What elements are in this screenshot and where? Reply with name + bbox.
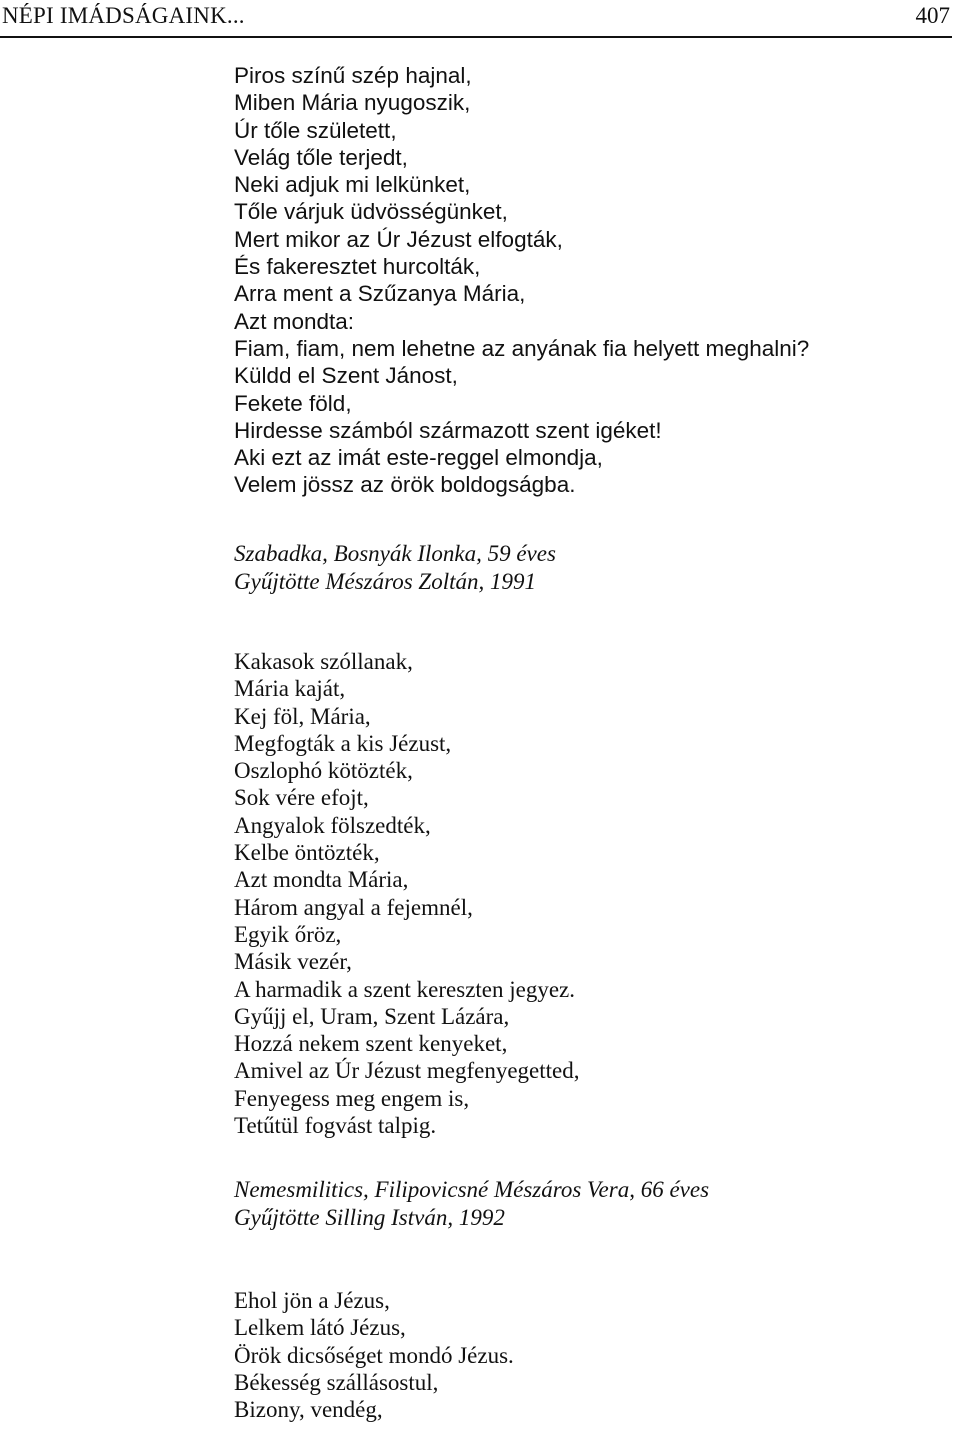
- verse-line: Mária kaját,: [234, 676, 346, 702]
- verse-line: Gyűjj el, Uram, Szent Lázára,: [234, 1003, 510, 1029]
- verse-line: Fekete föld,: [234, 390, 352, 416]
- verse-line: Velem jössz az örök boldogságba.: [234, 472, 576, 498]
- verse-line: Bizony, vendég,: [234, 1397, 383, 1423]
- verse-line: Fiam, fiam, nem lehetne az anyának fia helyett meghalni?: [234, 335, 810, 361]
- page-number: 407: [915, 3, 950, 28]
- prayer-2-source: [234, 1176, 709, 1231]
- verse-line: Hozzá nekem szent kenyeket,: [234, 1031, 508, 1057]
- verse-line: Velág tőle terjedt,: [234, 144, 408, 170]
- verse-line: Neki adjuk mi lelkünket,: [234, 172, 471, 198]
- verse-line: Kej föl, Mária,: [234, 703, 371, 729]
- source-place-informant: Nemesmilitics, Filipovicsné Mészáros Vera, 66 éves: [234, 1177, 710, 1202]
- prayer-1-text: [234, 62, 809, 499]
- verse-line: Piros színű szép hajnal,: [234, 63, 472, 88]
- verse-line: Úr tőle született,: [234, 117, 397, 143]
- verse-line: Egyik őröz,: [234, 921, 342, 947]
- verse-line: Arra ment a Szűzanya Mária,: [234, 281, 526, 307]
- prayer-2-text: [234, 648, 580, 1139]
- verse-line: Lelkem látó Jézus,: [234, 1315, 406, 1341]
- verse-line: Ehol jön a Jézus,: [234, 1288, 390, 1313]
- verse-line: Oszlophó kötözték,: [234, 758, 413, 784]
- verse-line: Megfogták a kis Jézust,: [234, 730, 452, 756]
- verse-line: Mert mikor az Úr Jézust elfogták,: [234, 226, 563, 252]
- verse-line: Tetűtül fogvást talpig.: [234, 1113, 437, 1139]
- verse-line: Másik vezér,: [234, 949, 352, 975]
- page-header: [0, 0, 952, 38]
- verse-line: És fakeresztet hurcolták,: [234, 254, 481, 280]
- verse-line: Amivel az Úr Jézust megfenyegetted,: [234, 1058, 580, 1084]
- verse-line: Aki ezt az imát este-reggel elmondja,: [234, 445, 603, 471]
- source-collector: Gyűjtötte Mészáros Zoltán, 1991: [234, 568, 536, 594]
- verse-line: A harmadik a szent kereszten jegyez.: [234, 976, 576, 1002]
- verse-line: Fenyegess meg engem is,: [234, 1085, 470, 1111]
- verse-line: Hirdesse számból származott szent igéket!: [234, 417, 662, 443]
- source-place-informant: Szabadka, Bosnyák Ilonka, 59 éves: [234, 541, 556, 566]
- verse-line: Azt mondta:: [234, 308, 355, 334]
- prayer-1-source: [234, 540, 556, 595]
- verse-line: Örök dicsőséget mondó Jézus.: [234, 1342, 514, 1368]
- verse-line: Azt mondta Mária,: [234, 867, 409, 893]
- verse-line: Angyalok fölszedték,: [234, 812, 431, 838]
- verse-line: Küldd el Szent Jánost,: [234, 363, 458, 389]
- verse-line: Békesség szállásostul,: [234, 1369, 439, 1395]
- verse-line: Három angyal a fejemnél,: [234, 894, 473, 920]
- verse-line: Miben Mária nyugoszik,: [234, 90, 471, 116]
- verse-line: Tőle várjuk üdvösségünket,: [234, 199, 508, 225]
- source-collector: Gyűjtötte Silling István, 1992: [234, 1204, 505, 1230]
- verse-line: Sok vére efojt,: [234, 785, 369, 811]
- prayer-3-text: [234, 1287, 514, 1423]
- verse-line: Kakasok szóllanak,: [234, 649, 413, 674]
- running-title: NÉPI IMÁDSÁGAINK...: [2, 3, 245, 28]
- verse-line: Kelbe öntözték,: [234, 840, 380, 866]
